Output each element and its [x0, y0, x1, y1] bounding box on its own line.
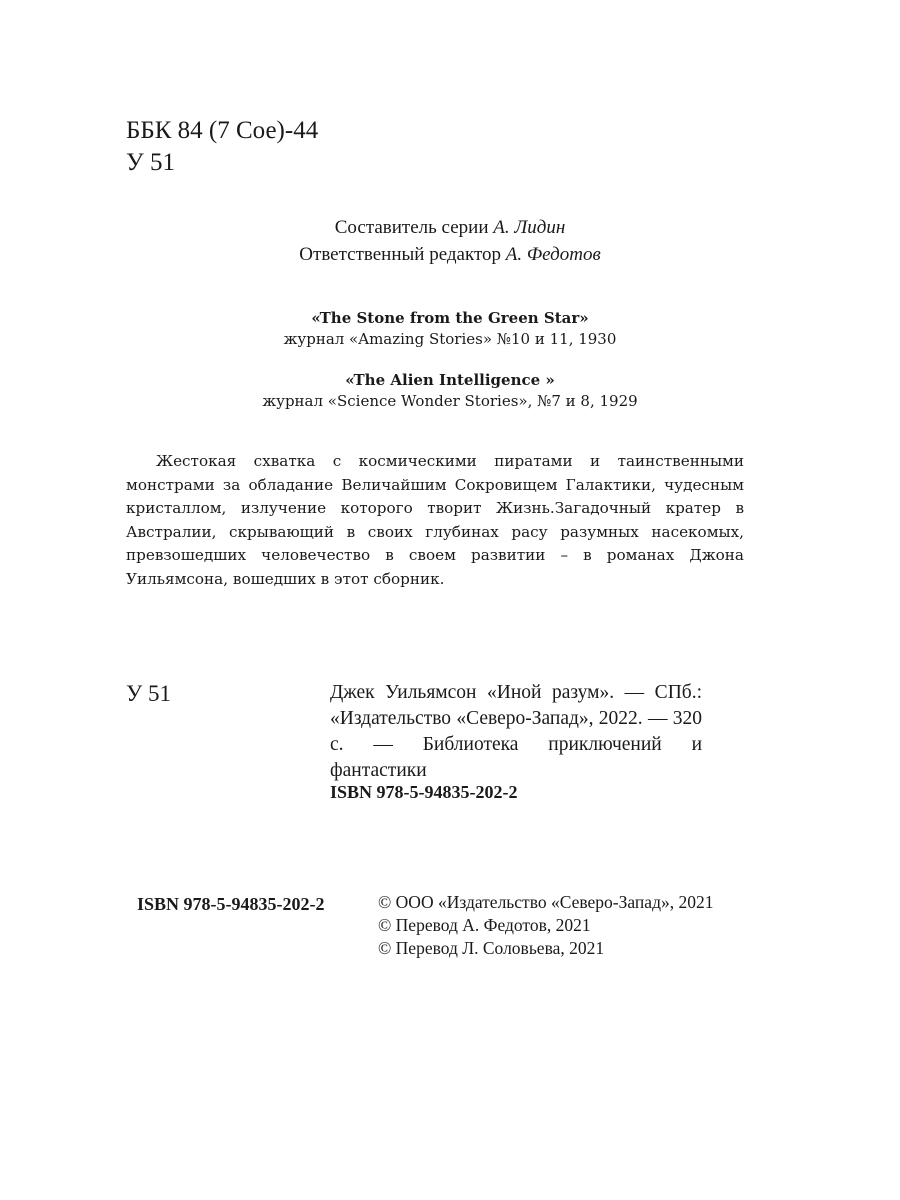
series-compiler-name: А. Лидин — [493, 217, 566, 238]
source-magazine-1: журнал «Amazing Stories» №10 и 11, 1930 — [283, 330, 617, 348]
copyright-translation-1: © Перевод А. Федотов, 2021 — [378, 915, 591, 935]
editor-line — [0, 242, 900, 268]
isbn-biblio: ISBN 978-5-94835-202-2 — [330, 782, 518, 802]
annotation-paragraph: Жестокая схватка с космическими пиратами и таинственными монстрами за обладание Величайшим Сокровищем Галактики, чудесным кристаллом, излучение которого творит Жизнь.Загадочный кратер в Австралии, скрывающий в своих глубинах расу разумных насекомых, превзошедших человечество в своем развитии – в романах Джона Уильямсона, вошедших в этот сборник. — [126, 452, 744, 588]
source-title-1: «The Stone from the Green Star» — [311, 309, 589, 327]
isbn-footer: ISBN 978-5-94835-202-2 — [137, 894, 325, 914]
udk-code-biblio: У 51 — [126, 681, 172, 706]
source-title-2: «The Alien Intelligence » — [345, 371, 555, 389]
udk-code-top: У 51 — [126, 149, 175, 176]
editor-label: Ответственный редактор — [299, 244, 502, 265]
bibliographic-description: Джек Уильямсон «Иной разум». — СПб.: «Издательство «Северо-Запад», 2022. — 320 с. — Библиотека приключений и фантастики — [330, 682, 702, 781]
source-magazine-2: журнал «Science Wonder Stories», №7 и 8, 1929 — [262, 392, 638, 410]
copyright-translation-2: © Перевод Л. Соловьева, 2021 — [378, 938, 605, 958]
editor-name: А. Федотов — [505, 244, 601, 265]
series-compiler-label: Составитель серии — [334, 217, 489, 238]
bbk-code: ББК 84 (7 Сое)-44 — [126, 117, 319, 144]
series-compiler-line — [0, 215, 900, 241]
copyright-publisher: © ООО «Издательство «Северо-Запад», 2021 — [378, 892, 714, 912]
